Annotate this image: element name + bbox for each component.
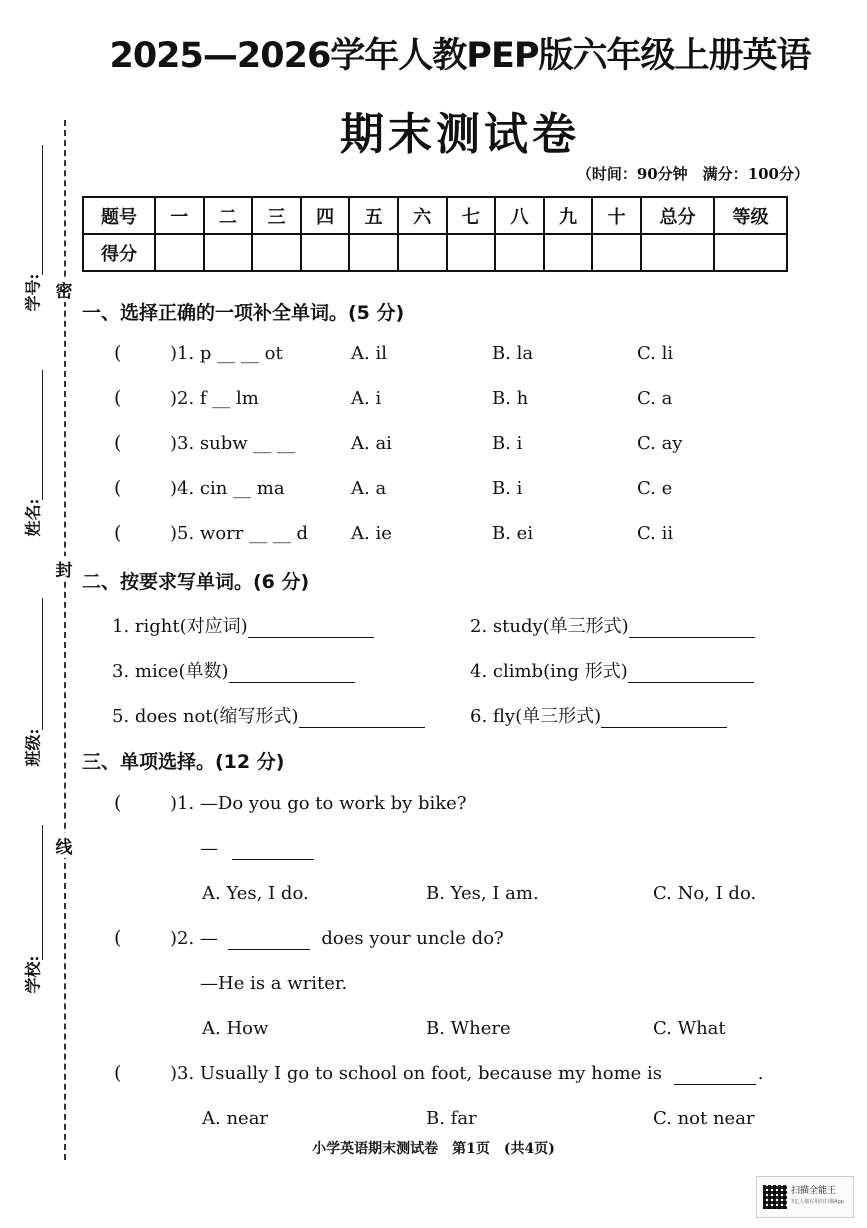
stem-prefix: )2. — bbox=[170, 928, 218, 949]
question-stem: )4. cin __ ma bbox=[170, 478, 285, 499]
answer-blank[interactable] bbox=[299, 706, 425, 728]
page-title: 2025—2026学年人教PEP版六年级上册英语 bbox=[109, 36, 811, 76]
option-c: C. a bbox=[637, 388, 673, 409]
answer-blank[interactable] bbox=[248, 616, 374, 638]
option-b: B. Where bbox=[426, 1018, 511, 1039]
question-stem: )5. worr __ __ d bbox=[170, 523, 309, 544]
header-cell: 四 bbox=[301, 197, 350, 234]
option-a: A. ai bbox=[351, 433, 392, 454]
section1-heading: 一、选择正确的一项补全单词。(5 分) bbox=[82, 302, 405, 324]
option-b: B. i bbox=[492, 433, 523, 454]
item-prompt: 6. fly(单三形式) bbox=[470, 706, 602, 727]
score-table-score-row bbox=[83, 234, 787, 271]
option-a: A. ie bbox=[351, 523, 392, 544]
option-b: B. i bbox=[492, 478, 523, 499]
option-b: B. la bbox=[492, 343, 534, 364]
scanner-watermark-text: 扫描全能王 3亿人都在用的扫描App bbox=[791, 1186, 844, 1205]
binding-dashed-line bbox=[64, 120, 66, 1160]
answer-blank[interactable] bbox=[232, 838, 314, 860]
option-a: A. i bbox=[351, 388, 382, 409]
score-cell[interactable] bbox=[398, 234, 447, 271]
option-a: A. How bbox=[202, 1018, 269, 1039]
score-cell[interactable] bbox=[155, 234, 204, 271]
score-cell[interactable] bbox=[544, 234, 593, 271]
student-id-label: 学号: bbox=[23, 273, 43, 312]
answer-paren[interactable]: ( bbox=[114, 522, 122, 544]
school-label: 学校: bbox=[23, 955, 43, 994]
header-cell: 五 bbox=[349, 197, 398, 234]
header-cell: 等级 bbox=[714, 197, 787, 234]
section2-item bbox=[112, 657, 355, 683]
section2-item bbox=[470, 657, 754, 683]
qr-code-icon bbox=[763, 1185, 787, 1209]
answer-paren[interactable]: ( bbox=[114, 927, 122, 949]
class-fill-line[interactable] bbox=[42, 598, 43, 730]
header-cell: 七 bbox=[447, 197, 496, 234]
item-prompt: 2. study(单三形式) bbox=[470, 616, 629, 637]
header-cell: 十 bbox=[592, 197, 641, 234]
item-prompt: 4. climb(ing 形式) bbox=[470, 661, 628, 682]
option-a: A. a bbox=[351, 478, 387, 499]
header-cell: 三 bbox=[252, 197, 301, 234]
class-label: 班级: bbox=[23, 728, 43, 767]
score-cell[interactable] bbox=[301, 234, 350, 271]
option-c: C. li bbox=[637, 343, 674, 364]
header-cell: 总分 bbox=[641, 197, 714, 234]
header-cell: 八 bbox=[495, 197, 544, 234]
answer-blank[interactable] bbox=[674, 1063, 756, 1085]
option-c: C. not near bbox=[653, 1108, 755, 1129]
section2-item bbox=[470, 612, 755, 638]
question-stem: )2. f __ lm bbox=[170, 388, 259, 409]
option-c: C. No, I do. bbox=[653, 883, 757, 904]
option-b: B. ei bbox=[492, 523, 534, 544]
header-cell: 六 bbox=[398, 197, 447, 234]
item-prompt: 3. mice(单数) bbox=[112, 661, 229, 682]
name-fill-line[interactable] bbox=[42, 370, 43, 500]
option-b: B. far bbox=[426, 1108, 477, 1129]
answer-paren[interactable]: ( bbox=[114, 477, 122, 499]
stem-suffix: . bbox=[757, 1063, 764, 1084]
seal-char-xian: 线 bbox=[54, 833, 74, 858]
answer-paren[interactable]: ( bbox=[114, 342, 122, 364]
answer-blank[interactable] bbox=[601, 706, 727, 728]
school-fill-line[interactable] bbox=[42, 825, 43, 960]
page-subtitle: 期末测试卷 bbox=[340, 109, 580, 160]
question-stem: )1. —Do you go to work by bike? bbox=[170, 793, 467, 814]
option-c: C. What bbox=[653, 1018, 726, 1039]
score-cell[interactable] bbox=[447, 234, 496, 271]
score-cell[interactable] bbox=[204, 234, 253, 271]
answer-paren[interactable]: ( bbox=[114, 1062, 122, 1084]
section2-heading: 二、按要求写单词。(6 分) bbox=[82, 571, 310, 593]
score-cell[interactable] bbox=[495, 234, 544, 271]
scanner-watermark bbox=[756, 1176, 854, 1218]
reply-line: —He is a writer. bbox=[200, 973, 348, 994]
score-table-header-row bbox=[83, 197, 787, 234]
answer-blank[interactable] bbox=[229, 661, 355, 683]
answer-blank[interactable] bbox=[628, 661, 754, 683]
answer-paren[interactable]: ( bbox=[114, 792, 122, 814]
name-label: 姓名: bbox=[23, 498, 43, 537]
score-cell[interactable] bbox=[714, 234, 787, 271]
header-cell: 二 bbox=[204, 197, 253, 234]
answer-blank[interactable] bbox=[228, 928, 310, 950]
dash: — bbox=[200, 838, 218, 859]
question-stem bbox=[170, 1063, 763, 1085]
section3-heading: 三、单项选择。(12 分) bbox=[82, 751, 285, 773]
student-id-fill-line[interactable] bbox=[42, 145, 43, 275]
header-cell: 一 bbox=[155, 197, 204, 234]
option-c: C. e bbox=[637, 478, 673, 499]
score-row-label: 得分 bbox=[83, 234, 155, 271]
seal-char-mi: 密 bbox=[54, 277, 74, 302]
header-cell: 题号 bbox=[83, 197, 155, 234]
score-cell[interactable] bbox=[252, 234, 301, 271]
section2-item bbox=[470, 702, 727, 728]
section2-item bbox=[112, 702, 425, 728]
stem-suffix: does your uncle do? bbox=[321, 928, 504, 949]
page-footer: 小学英语期末测试卷 第1页 (共4页) bbox=[312, 1141, 555, 1157]
option-a: A. Yes, I do. bbox=[202, 883, 309, 904]
section2-item bbox=[112, 612, 374, 638]
question-stem: )1. p __ __ ot bbox=[170, 343, 283, 364]
option-a: A. near bbox=[202, 1108, 269, 1129]
option-a: A. il bbox=[351, 343, 387, 364]
score-cell[interactable] bbox=[349, 234, 398, 271]
option-b: B. h bbox=[492, 388, 529, 409]
answer-paren[interactable]: ( bbox=[114, 387, 122, 409]
option-b: B. Yes, I am. bbox=[426, 883, 539, 904]
seal-char-feng: 封 bbox=[54, 556, 74, 581]
item-prompt: 1. right(对应词) bbox=[112, 616, 248, 637]
score-table bbox=[82, 196, 788, 272]
option-c: C. ii bbox=[637, 523, 674, 544]
answer-line bbox=[200, 838, 314, 860]
question-stem bbox=[170, 928, 504, 950]
exam-info: （时间：90分钟 满分：100分） bbox=[576, 165, 809, 183]
stem-prefix: )3. Usually I go to school on foot, because my home is bbox=[170, 1063, 663, 1084]
score-cell[interactable] bbox=[641, 234, 714, 271]
item-prompt: 5. does not(缩写形式) bbox=[112, 706, 299, 727]
question-stem: )3. subw __ __ bbox=[170, 433, 296, 454]
score-cell[interactable] bbox=[592, 234, 641, 271]
answer-paren[interactable]: ( bbox=[114, 432, 122, 454]
header-cell: 九 bbox=[544, 197, 593, 234]
answer-blank[interactable] bbox=[629, 616, 755, 638]
option-c: C. ay bbox=[637, 433, 683, 454]
